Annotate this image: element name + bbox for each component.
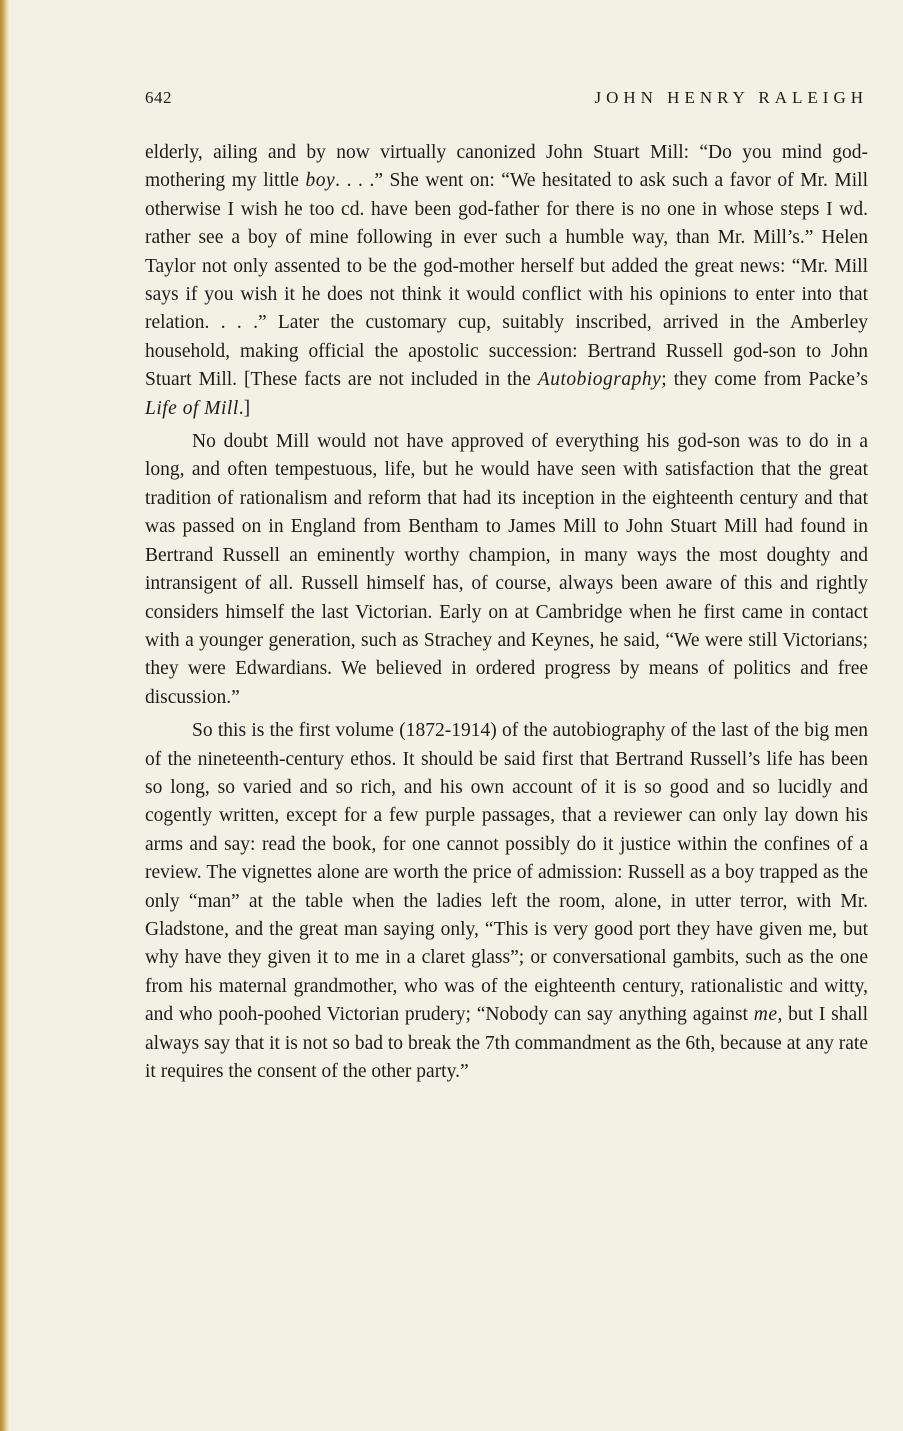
italic-title-life-of-mill: Life of Mill bbox=[145, 397, 239, 419]
paragraph-1 bbox=[145, 139, 868, 423]
text-segment: .] bbox=[238, 397, 251, 419]
text-segment: elderly, ailing and by now virtually canonized John Stuart Mill: “Do you mind god-mothering my little bbox=[145, 142, 868, 192]
italic-segment: boy bbox=[305, 170, 336, 192]
paragraph-3 bbox=[145, 717, 868, 1086]
italic-segment: me bbox=[753, 1004, 778, 1026]
text-segment: ; they come from Packe’s bbox=[661, 369, 868, 391]
running-title: JOHN HENRY RALEIGH bbox=[594, 88, 868, 107]
text-segment: , but I shall always say that it is not so bad to break the 7th commandment as the 6th, because at any rate it requires the consent of the other party.” bbox=[145, 1004, 868, 1082]
text-segment: No doubt Mill would not have approved of everything his god-son was to do in a long, and often tempestuous, life, but he would have seen with satisfaction that the great tradition of rationalism and reform that had its inception in the eighteenth century and that was passed on in England from Bentham to James Mill to John Stuart Mill had found in Bertrand Russell an eminently worthy champion, in many ways the most doughty and intransigent of all. Russell himself has, of course, always been aware of this and rightly considers himself the last Victorian. Early on at Cambridge when he first came in contact with a younger generation, such as Strachey and Keynes, he said, “We were still Victorians; they were Edwardians. We believed in ordered progress by means of politics and free discussion.” bbox=[145, 431, 868, 708]
italic-title-autobiography: Autobiography bbox=[537, 369, 662, 391]
text-segment: So this is the first volume (1872-1914) of the autobiography of the last of the big men of the nineteenth-century ethos. It should be said first that Bertrand Russell’s life has been so long, so varied and so rich, and his own account of it is so good and so lucidly and cogently written, except for a few purple passages, that a reviewer can only lay down his arms and say: read the book, for one cannot possibly do it justice within the confines of a review. The vignettes alone are worth the price of admission: Russell as a boy trapped as the only “man” at the table when the ladies left the room, alone, in utter terror, with Mr. Gladstone, and the great man saying only, “This is very good port they have given me, but why have they given it to me in a claret glass”; or conversational gambits, such as the one from his maternal grandmother, who was of the eighteenth century, rationalistic and witty, and who pooh-poohed Victorian prudery; “Nobody can say anything against bbox=[145, 720, 868, 1026]
page-gilt-edge bbox=[0, 0, 9, 1431]
running-head bbox=[145, 88, 868, 112]
article-body bbox=[145, 139, 868, 1086]
page-number: 642 bbox=[145, 88, 172, 107]
text-segment: . . . .” She went on: “We hesitated to ask such a favor of Mr. Mill otherwise I wish he too cd. have been god-father for there is no one in whose steps I wd. rather see a boy of mine following in ever such a humble way, than Mr. Mill’s.” Helen Taylor not only assented to be the god-mother herself but added the great news: “Mr. Mill says if you wish it he does not think it would conflict with his opinions to enter into that relation. . . .” Later the customary cup, suitably inscribed, arrived in the Amberley household, making official the apostolic succession: Bertrand Russell god-son to John Stuart Mill. [These facts are not included in the bbox=[145, 170, 868, 391]
paragraph-2 bbox=[145, 428, 868, 712]
